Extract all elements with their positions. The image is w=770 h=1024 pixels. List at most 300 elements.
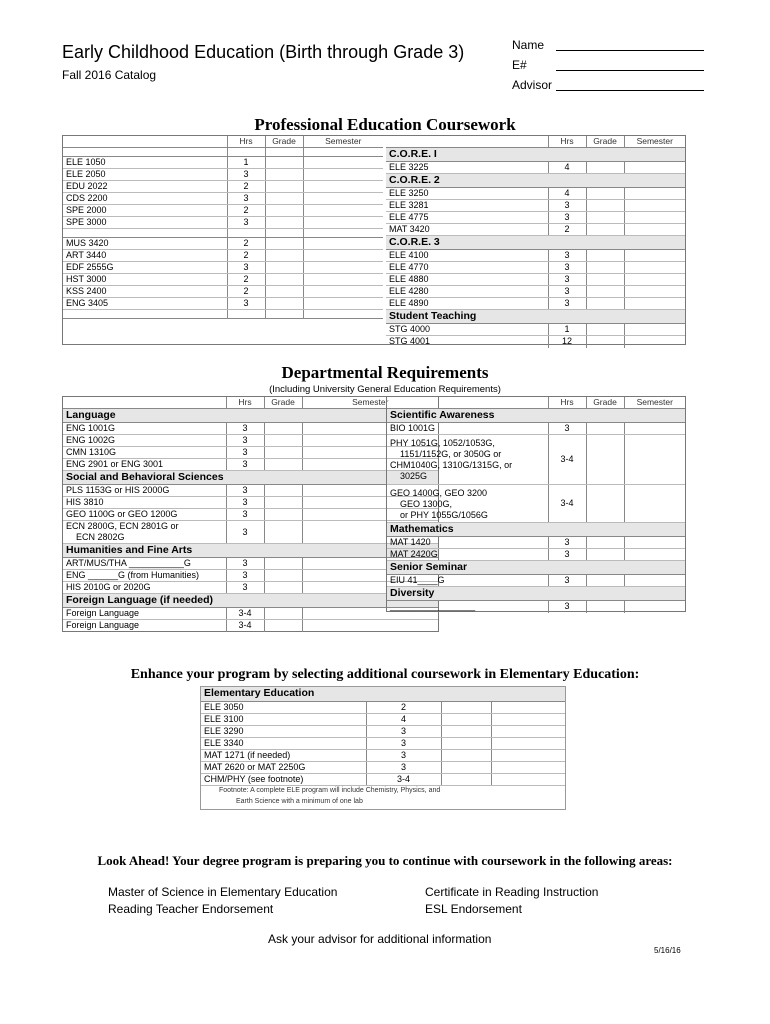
table-cell: 3 <box>227 298 265 310</box>
text-line: GEO 1400G, GEO 3200 <box>390 488 488 498</box>
table-row <box>63 447 438 459</box>
table-cell[interactable] <box>441 725 491 737</box>
table-cell: 3-4 <box>226 608 264 620</box>
table-cell[interactable] <box>624 250 685 262</box>
table-cell[interactable] <box>586 224 624 236</box>
table-cell[interactable] <box>624 423 685 435</box>
page-title: Early Childhood Education (Birth through Grade 3) <box>62 42 465 62</box>
table-row <box>201 749 565 761</box>
table-cell: Student Teaching <box>386 310 685 324</box>
table-cell: ELE 3100 <box>201 713 366 725</box>
table-cell: 3 <box>548 537 586 549</box>
table-cell: 2 <box>366 701 441 713</box>
table-cell: 3 <box>227 217 265 229</box>
table-cell[interactable] <box>586 212 624 224</box>
dept-left-table <box>63 397 438 632</box>
table-cell[interactable] <box>586 601 624 613</box>
table-cell[interactable] <box>586 485 624 523</box>
table-cell[interactable] <box>586 549 624 561</box>
table-cell: CMN 1310G <box>63 447 226 459</box>
table-cell[interactable] <box>586 298 624 310</box>
table-cell: ART 3440 <box>63 250 227 262</box>
table-row <box>63 193 383 205</box>
table-cell[interactable] <box>586 262 624 274</box>
table-cell: ELE 3225 <box>386 162 548 174</box>
table-cell: Mathematics <box>387 523 685 537</box>
table-row <box>63 485 438 497</box>
table-cell: Social and Behavioral Sciences <box>63 471 438 485</box>
table-cell[interactable] <box>624 286 685 298</box>
table-cell <box>303 148 383 157</box>
table-cell <box>227 310 265 319</box>
name-label: Name <box>512 38 545 52</box>
group-core-2 <box>386 174 685 188</box>
table-cell <box>227 229 265 238</box>
table-row <box>63 229 383 238</box>
table-row <box>386 136 685 148</box>
table-cell[interactable] <box>265 169 303 181</box>
table-cell <box>265 148 303 157</box>
table-cell[interactable] <box>264 447 302 459</box>
table-row <box>386 162 685 174</box>
prof-left-table <box>63 136 383 319</box>
table-row <box>63 169 383 181</box>
table-cell[interactable] <box>303 250 383 262</box>
table-cell: STG 4001 <box>386 336 548 348</box>
table-row <box>63 274 383 286</box>
table-row <box>386 286 685 298</box>
table-cell[interactable] <box>265 193 303 205</box>
table-cell: ELE 3050 <box>201 701 366 713</box>
table-row <box>63 459 438 471</box>
table-cell: ELE 4100 <box>386 250 548 262</box>
table-cell: 1 <box>227 157 265 169</box>
table-cell: Grade <box>586 397 624 409</box>
table-cell: Foreign Language (if needed) <box>63 594 438 608</box>
table-cell: HST 3000 <box>63 274 227 286</box>
table-cell: ENG 1001G <box>63 423 226 435</box>
table-cell[interactable] <box>624 549 685 561</box>
table-cell[interactable] <box>586 324 624 336</box>
table-cell: Scientific Awareness <box>387 409 685 423</box>
table-row <box>63 423 438 435</box>
table-cell[interactable] <box>624 324 685 336</box>
table-cell[interactable] <box>264 608 302 620</box>
group-mathematics <box>387 523 685 537</box>
table-cell[interactable] <box>624 537 685 549</box>
table-cell: 3 <box>366 737 441 749</box>
table-row <box>63 181 383 193</box>
program-esl-endorsement: ESL Endorsement <box>425 902 522 916</box>
table-row <box>387 423 685 435</box>
table-cell[interactable] <box>303 217 383 229</box>
table-cell: 3 <box>226 582 264 594</box>
table-cell: 3-4 <box>548 435 586 485</box>
table-cell: 3 <box>226 509 264 521</box>
text-line: 3025G <box>400 471 428 481</box>
table-cell: ELE 4770 <box>386 262 548 274</box>
text-line: 1151/1152G, or 3050G or <box>400 449 502 459</box>
group-foreign-language <box>63 594 438 608</box>
table-cell: 3 <box>226 485 264 497</box>
table-cell[interactable] <box>624 601 685 613</box>
group-social <box>63 471 438 485</box>
group-core-3 <box>386 236 685 250</box>
table-cell[interactable] <box>264 459 302 471</box>
table-cell[interactable] <box>586 274 624 286</box>
table-row <box>387 549 685 561</box>
table-row <box>63 620 438 632</box>
table-cell <box>265 310 303 319</box>
table-cell: 3 <box>548 274 586 286</box>
table-cell[interactable] <box>303 181 383 193</box>
table-row <box>201 725 565 737</box>
table-row <box>63 148 383 157</box>
table-cell <box>386 136 548 148</box>
table-cell: Grade <box>264 397 302 409</box>
table-cell: 3 <box>226 570 264 582</box>
table-cell[interactable] <box>303 205 383 217</box>
group-student-teaching <box>386 310 685 324</box>
table-row <box>63 286 383 298</box>
table-cell <box>63 148 227 157</box>
table-row <box>387 537 685 549</box>
table-cell[interactable] <box>624 435 685 485</box>
table-cell[interactable] <box>303 157 383 169</box>
table-cell <box>63 397 226 409</box>
table-cell: 1 <box>548 324 586 336</box>
table-cell: 3 <box>548 298 586 310</box>
table-cell[interactable] <box>491 737 565 749</box>
table-cell: ELE 4890 <box>386 298 548 310</box>
table-cell: ENG 1002G <box>63 435 226 447</box>
table-row <box>63 497 438 509</box>
text-line: GEO 1300G, <box>400 499 453 509</box>
table-cell[interactable] <box>624 262 685 274</box>
table-cell[interactable] <box>624 274 685 286</box>
group-diversity <box>387 587 685 601</box>
table-cell: CDS 2200 <box>63 193 227 205</box>
table-cell[interactable] <box>586 250 624 262</box>
table-cell[interactable] <box>624 224 685 236</box>
table-cell: GEO 1100G or GEO 1200G <box>63 509 226 521</box>
table-row <box>387 397 685 409</box>
table-cell: EDU 2022 <box>63 181 227 193</box>
table-cell[interactable] <box>303 238 383 250</box>
table-cell[interactable] <box>491 713 565 725</box>
table-cell: 3 <box>226 459 264 471</box>
table-cell: 4 <box>548 162 586 174</box>
table-cell: Semester <box>624 397 685 409</box>
enhance-title: Enhance your program by selecting additional coursework in Elementary Education: <box>130 667 640 682</box>
table-cell: Humanities and Fine Arts <box>63 544 438 558</box>
table-cell <box>387 485 548 523</box>
table-cell: EDF 2555G <box>63 262 227 274</box>
table-row <box>63 298 383 310</box>
table-row <box>201 761 565 773</box>
table-cell: 3-4 <box>226 620 264 632</box>
catalog-label: Fall 2016 Catalog <box>62 68 157 82</box>
table-cell: ELE 3250 <box>386 188 548 200</box>
table-row <box>386 250 685 262</box>
enhance-table <box>201 687 565 786</box>
table-cell[interactable] <box>265 217 303 229</box>
advisor-field[interactable] <box>512 78 552 92</box>
table-cell[interactable] <box>265 205 303 217</box>
table-cell: ELE 3340 <box>201 737 366 749</box>
table-cell[interactable] <box>586 336 624 348</box>
table-row <box>63 570 438 582</box>
table-cell: Language <box>63 409 438 423</box>
table-cell: MUS 3420 <box>63 238 227 250</box>
table-cell: ELE 3290 <box>201 725 366 737</box>
table-cell: Grade <box>586 136 624 148</box>
table-cell: 3-4 <box>548 485 586 523</box>
program-ms-elementary: Master of Science in Elementary Education <box>108 885 338 899</box>
table-cell[interactable] <box>264 620 302 632</box>
table-cell[interactable] <box>264 558 302 570</box>
table-row <box>386 298 685 310</box>
table-cell: 3 <box>226 497 264 509</box>
table-cell: Hrs <box>226 397 264 409</box>
table-cell[interactable] <box>265 286 303 298</box>
table-cell[interactable] <box>624 298 685 310</box>
table-cell[interactable] <box>586 200 624 212</box>
table-cell: 3 <box>227 169 265 181</box>
col-semester: Semester <box>303 136 383 148</box>
table-row <box>387 601 685 613</box>
table-cell[interactable] <box>491 761 565 773</box>
table-cell: Foreign Language <box>63 620 226 632</box>
table-cell[interactable] <box>624 188 685 200</box>
table-cell: 2 <box>548 224 586 236</box>
table-cell: 3 <box>548 575 586 587</box>
table-cell[interactable] <box>491 701 565 713</box>
table-cell[interactable] <box>303 298 383 310</box>
table-cell[interactable] <box>586 162 624 174</box>
table-cell[interactable] <box>303 286 383 298</box>
table-cell[interactable] <box>441 761 491 773</box>
text-line: ECN 2802G <box>76 532 125 542</box>
table-cell[interactable] <box>586 575 624 587</box>
table-cell: Hrs <box>548 397 586 409</box>
table-cell[interactable] <box>265 181 303 193</box>
text-line: ECN 2800G, ECN 2801G or <box>66 521 179 531</box>
table-cell <box>227 148 265 157</box>
table-cell[interactable] <box>303 274 383 286</box>
group-senior-seminar <box>387 561 685 575</box>
table-cell: 3 <box>226 521 264 544</box>
table-cell: MAT 3420 <box>386 224 548 236</box>
table-cell[interactable] <box>441 749 491 761</box>
table-cell: 4 <box>366 713 441 725</box>
table-cell: MAT 1420 <box>387 537 548 549</box>
table-cell[interactable] <box>441 701 491 713</box>
table-row <box>386 336 685 348</box>
table-row <box>386 224 685 236</box>
table-cell: 3 <box>366 761 441 773</box>
table-cell[interactable] <box>586 188 624 200</box>
table-cell[interactable] <box>491 773 565 785</box>
table-cell[interactable] <box>624 575 685 587</box>
table-cell[interactable] <box>303 193 383 205</box>
table-cell[interactable] <box>264 509 302 521</box>
table-cell: 4 <box>548 188 586 200</box>
table-row <box>386 200 685 212</box>
table-cell: 3 <box>226 447 264 459</box>
table-cell: 12 <box>548 336 586 348</box>
table-cell[interactable] <box>624 212 685 224</box>
table-cell <box>303 310 383 319</box>
table-cell[interactable] <box>491 725 565 737</box>
table-cell: Senior Seminar <box>387 561 685 575</box>
table-cell: ENG 3405 <box>63 298 227 310</box>
table-row <box>387 575 685 587</box>
table-cell: 3 <box>548 286 586 298</box>
table-cell: BIO 1001G <box>387 423 548 435</box>
table-cell[interactable] <box>265 238 303 250</box>
table-cell[interactable] <box>265 157 303 169</box>
table-cell: 2 <box>227 238 265 250</box>
text-line <box>556 70 704 71</box>
table-body <box>387 397 685 613</box>
table-row <box>386 188 685 200</box>
table-cell[interactable] <box>264 485 302 497</box>
table-cell[interactable] <box>264 570 302 582</box>
table-body <box>386 136 685 348</box>
table-cell[interactable] <box>265 274 303 286</box>
table-cell[interactable] <box>303 169 383 181</box>
table-cell: 3 <box>226 435 264 447</box>
table-cell: 3 <box>548 262 586 274</box>
table-cell: 3 <box>226 558 264 570</box>
table-cell: 2 <box>227 181 265 193</box>
table-cell: 3 <box>548 250 586 262</box>
text-line: PHY 1051G, 1052/1053G, <box>390 438 495 448</box>
table-row <box>63 521 438 544</box>
dept-section-subtitle: (Including University General Education Requirements) <box>269 384 501 395</box>
table-cell: _________________ <box>387 601 548 613</box>
table-cell[interactable] <box>264 435 302 447</box>
table-cell: 2 <box>227 205 265 217</box>
name-field[interactable] <box>512 38 544 52</box>
table-cell[interactable] <box>265 262 303 274</box>
table-body <box>63 136 383 319</box>
table-cell: HIS 3810 <box>63 497 226 509</box>
table-cell: SPE 2000 <box>63 205 227 217</box>
table-row <box>63 608 438 620</box>
table-cell: Foreign Language <box>63 608 226 620</box>
group-humanities <box>63 544 438 558</box>
table-cell[interactable] <box>264 423 302 435</box>
table-row <box>63 250 383 262</box>
table-row <box>201 773 565 785</box>
table-cell: ART/MUS/THA ___________G <box>63 558 226 570</box>
group-scientific <box>387 409 685 423</box>
table-cell: 3 <box>366 749 441 761</box>
e-number-field[interactable] <box>512 58 527 72</box>
table-cell[interactable] <box>624 200 685 212</box>
table-cell: MAT 2620 or MAT 2250G <box>201 761 366 773</box>
table-cell: Diversity <box>387 587 685 601</box>
advisor-label: Advisor <box>512 78 553 92</box>
text-line <box>556 50 704 51</box>
table-cell[interactable] <box>491 749 565 761</box>
table-cell: ENG 2901 or ENG 3001 <box>63 459 226 471</box>
table-cell[interactable] <box>264 582 302 594</box>
table-cell[interactable] <box>586 435 624 485</box>
table-cell[interactable] <box>265 250 303 262</box>
table-cell <box>303 229 383 238</box>
program-reading-endorsement: Reading Teacher Endorsement <box>108 902 274 916</box>
table-cell <box>63 310 227 319</box>
table-row <box>63 310 383 319</box>
program-reading-certificate: Certificate in Reading Instruction <box>425 885 599 899</box>
table-cell[interactable] <box>264 521 302 544</box>
table-cell[interactable] <box>264 497 302 509</box>
table-cell <box>63 136 227 148</box>
table-cell: KSS 2400 <box>63 286 227 298</box>
advisor-note: Ask your advisor for additional information <box>268 932 492 946</box>
table-cell[interactable] <box>586 537 624 549</box>
table-cell: EIU 41____G <box>387 575 548 587</box>
table-cell[interactable] <box>441 773 491 785</box>
table-cell: PLS 1153G or HIS 2000G <box>63 485 226 497</box>
table-row <box>63 582 438 594</box>
prof-section-title: Professional Education Coursework <box>254 115 516 134</box>
table-cell[interactable] <box>624 336 685 348</box>
table-cell: C.O.R.E. I <box>386 148 685 162</box>
table-cell[interactable] <box>303 262 383 274</box>
table-cell: 3 <box>548 200 586 212</box>
table-cell: Elementary Education <box>201 687 565 701</box>
table-row <box>201 737 565 749</box>
table-cell: 3 <box>548 212 586 224</box>
col-hrs: Hrs <box>227 136 265 148</box>
table-cell: 3 <box>548 601 586 613</box>
table-cell: ELE 4775 <box>386 212 548 224</box>
table-body <box>63 397 438 632</box>
table-cell[interactable] <box>624 162 685 174</box>
dept-right-table <box>387 397 685 613</box>
table-cell: C.O.R.E. 2 <box>386 174 685 188</box>
table-cell: Semester <box>302 397 438 409</box>
dept-section-title: Departmental Requirements <box>281 363 489 382</box>
text-line: CHM1040G, 1310G/1315G, or <box>390 460 513 470</box>
table-row <box>201 713 565 725</box>
table-cell: 2 <box>227 250 265 262</box>
table-row <box>63 435 438 447</box>
table-cell <box>63 521 226 544</box>
table-cell[interactable] <box>586 423 624 435</box>
table-cell: 3 <box>227 193 265 205</box>
group-language <box>63 409 438 423</box>
table-cell: 3 <box>227 262 265 274</box>
table-cell[interactable] <box>265 298 303 310</box>
table-cell[interactable] <box>302 620 438 632</box>
table-cell: 3-4 <box>366 773 441 785</box>
table-cell[interactable] <box>441 737 491 749</box>
table-cell: MAT 1271 (if needed) <box>201 749 366 761</box>
table-cell: C.O.R.E. 3 <box>386 236 685 250</box>
group-core-1 <box>386 148 685 162</box>
table-cell[interactable] <box>586 286 624 298</box>
table-cell[interactable] <box>441 713 491 725</box>
table-cell <box>387 397 548 409</box>
table-cell: 3 <box>548 549 586 561</box>
table-cell[interactable] <box>624 485 685 523</box>
table-row <box>386 212 685 224</box>
